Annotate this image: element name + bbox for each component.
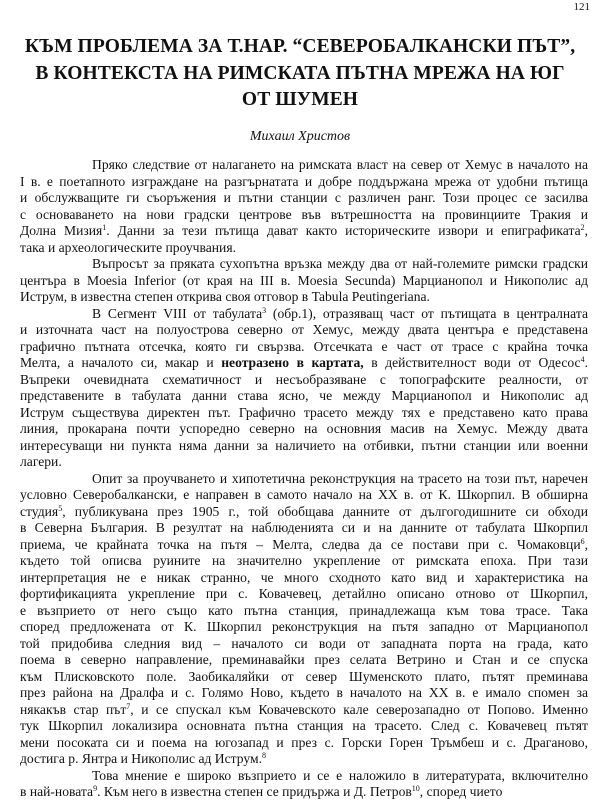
text-line — [20, 751, 588, 768]
text-line — [20, 636, 588, 653]
text-run: представените в табулата данни става ясно, че между Марцианопол и Никополис ад — [20, 388, 588, 403]
text-line — [20, 405, 588, 422]
text-run: центъра в Moesia Inferior (от края на III в. Moesia Secunda) Марцианопол и Никополис ад — [20, 272, 588, 288]
text-line — [20, 190, 588, 207]
text-run: , публикувана през 1905 г., той обобщава данните от дългогодишните си обходи — [62, 503, 588, 519]
text-run: , — [584, 223, 589, 238]
text-line — [20, 537, 588, 554]
paragraph — [20, 306, 588, 471]
text-run: през района на Дралфа и с. Голямо Ново, където в началото на XX в. е имало спомен за — [20, 685, 588, 700]
text-run: лагери. — [20, 454, 62, 469]
footnote-ref: 5 — [58, 503, 63, 513]
author-name: Михаил Христов — [249, 129, 351, 144]
text-run: . — [584, 355, 588, 370]
text-line — [20, 388, 588, 405]
text-line — [20, 603, 588, 620]
text-line — [20, 520, 588, 537]
article-body — [20, 157, 588, 801]
footnote-ref: 9 — [93, 784, 98, 793]
text-run: тук Шкорпил локализира основната пътна станция на трасето. След с. Ковачевец пътят — [20, 718, 588, 733]
text-line — [20, 586, 588, 603]
paragraph — [20, 256, 588, 306]
footnote-ref: 4 — [580, 355, 585, 364]
text-line — [20, 372, 588, 389]
text-run: където той описва руините на значително укрепление от римската епоха. При тази — [20, 553, 588, 568]
footnote-ref: 10 — [411, 784, 420, 793]
text-line — [20, 685, 588, 702]
title-line: КЪМ ПРОБЛЕМА ЗА Т.НАР. “СЕВЕРОБАЛКАНСКИ ПЪТ”, — [24, 36, 576, 57]
text-line — [20, 768, 588, 785]
text-run: условно Северобалкански, е направен в самото начало на XX в. от К. Шкорпил. В обширна — [20, 487, 588, 502]
bold-text: неотразено в картата, — [221, 355, 364, 370]
text-run: графично пътната отсечка, която ги свързва. Отсечката е част от трасе с крайна точка — [20, 338, 588, 354]
text-line — [20, 157, 588, 174]
text-run: е възприето от него също като пътна станция, принадлежаща към това трасе. Така — [20, 602, 588, 618]
text-run: според предложената от К. Шкорпил реконструкция на пътя западно от Марцианопол — [20, 619, 588, 634]
text-run: приема, че крайната точка на пътя – Мелта, следва да се постави при с. Чомаковци — [20, 536, 581, 552]
text-run: някакъв стар път — [20, 701, 127, 717]
text-run: , според чието — [419, 784, 503, 799]
paragraph — [20, 157, 588, 256]
footnote-ref: 3 — [262, 305, 267, 315]
footnote-ref: 8 — [261, 751, 266, 760]
text-run: с основаването на нови градски центрове във вътрешността на провинциите Тракия и — [20, 206, 588, 222]
text-line — [20, 553, 588, 570]
text-run: Иструм, в известна степен открива своя отговор в Tabula Peutingeriana. — [20, 289, 430, 304]
text-line — [20, 504, 588, 521]
footnote-ref: 1 — [102, 223, 107, 232]
text-run: той придобива следния вид – началото си води от западната порта на града, като — [20, 635, 588, 651]
text-run: Мелта, а началото си, макар и — [20, 355, 222, 370]
text-run: В Сегмент VIII от табулата — [92, 305, 263, 321]
text-run: линия, прокарана почти успоредно северно на основния масив на Хемус. Между двата — [20, 421, 588, 436]
text-run: и обслужващите ги съоръжения и пътни станции с различен ранг. Този процес се засилва — [20, 190, 588, 205]
text-line — [20, 355, 588, 372]
title-line: ОТ ШУМЕН — [241, 89, 359, 110]
paragraph — [20, 471, 588, 768]
text-run: студия — [20, 503, 59, 519]
text-run: към Плисковското поле. Заобикаляйки от север Шуменското плато, пътят преминава — [20, 668, 588, 684]
text-run: I в. е поетапното изграждане на разгърнатата и добре поддържана мрежа от удобни пътища — [20, 173, 588, 189]
text-line — [20, 487, 588, 504]
text-run: Долна Мизия — [20, 223, 103, 238]
text-run: интерпретация не е никак странно, че много сходното като вид и характеристика на — [20, 569, 588, 585]
text-line — [20, 289, 588, 306]
text-run: поема в северно направление, преминавайки през селата Ветрино и Стан и се спуска — [20, 652, 588, 667]
text-run: в най-новата — [20, 784, 94, 799]
text-run: мени посоката си и поема на югозапад и през с. Горски Горен Тръмбеш и с. Драганово, — [20, 734, 588, 750]
text-line — [20, 256, 588, 273]
text-run: Опит за проучването и хипотетична реконструкция на трасето на този път, наречен — [92, 470, 588, 486]
text-run: Пряко следствие от налагането на римската власт на север от Хемус в началото на — [92, 157, 588, 172]
article-title — [0, 34, 600, 114]
text-line — [20, 669, 588, 686]
text-line — [20, 438, 588, 455]
text-line — [20, 339, 588, 356]
text-run: . Данни за тези пътища дават както историческите извори и епиграфиката — [106, 223, 581, 238]
paragraph — [20, 768, 588, 801]
text-run: Въпреки очевидната схематичност и несъобразяване с топографските реалности, от — [20, 371, 588, 387]
text-line — [20, 306, 588, 323]
text-run: в Северна България. В резултат на наблюденията си и на данните от табулата Шкорпил — [20, 520, 588, 535]
text-run: и източната част на полуострова северно от Хемус, между двата центъра е представена — [20, 322, 588, 337]
text-line — [20, 421, 588, 438]
text-run: Това мнение е широко възприето и се е наложило в литературата, включително — [92, 767, 588, 783]
page-number: 121 — [573, 1, 590, 13]
text-run: Иструм съществува директен път. Графично трасето между тях е представено като права — [20, 404, 588, 420]
text-line — [20, 240, 588, 257]
text-line — [20, 619, 588, 636]
text-run: в действителност води от Одесос — [363, 355, 581, 370]
text-line — [20, 735, 588, 752]
text-line — [20, 454, 588, 471]
text-run: (обр.1), отразяващ част от пътищата в централната — [266, 305, 589, 321]
footnote-ref: 6 — [580, 536, 585, 546]
text-run: фортификацията укрепление при с. Ковачевец, детайлно описано отново от Шкорпил, — [20, 586, 588, 601]
text-line — [20, 223, 588, 240]
text-run: така и археологическите проучвания. — [20, 239, 236, 255]
text-run: интересуващи ни пункта няма данни за наличието на отбивки, пътни станции или военни — [20, 437, 588, 453]
text-line — [20, 273, 588, 290]
text-line — [20, 207, 588, 224]
text-run: Въпросът за пряката сухопътна връзка между два от най-големите римски градски — [92, 256, 588, 271]
text-line — [20, 702, 588, 719]
title-line: В КОНТЕКСТА НА РИМСКАТА ПЪТНА МРЕЖА НА ЮГ — [35, 62, 565, 84]
text-line — [20, 471, 588, 488]
text-run: . Към него в известна степен се придържа и Д. Петров — [97, 784, 412, 799]
text-line — [20, 718, 588, 735]
text-run: , — [584, 536, 588, 552]
text-run: достига р. Янтра и Никополис ад Иструм. — [20, 751, 262, 766]
footnote-ref: 2 — [580, 223, 585, 232]
text-run: , и се спускал към Ковачевското кале северозападно от Попово. Именно — [130, 701, 589, 717]
text-line — [20, 784, 588, 801]
footnote-ref: 7 — [126, 701, 131, 711]
text-line — [20, 652, 588, 669]
text-line — [20, 322, 588, 339]
text-line — [20, 174, 588, 191]
text-line — [20, 570, 588, 587]
